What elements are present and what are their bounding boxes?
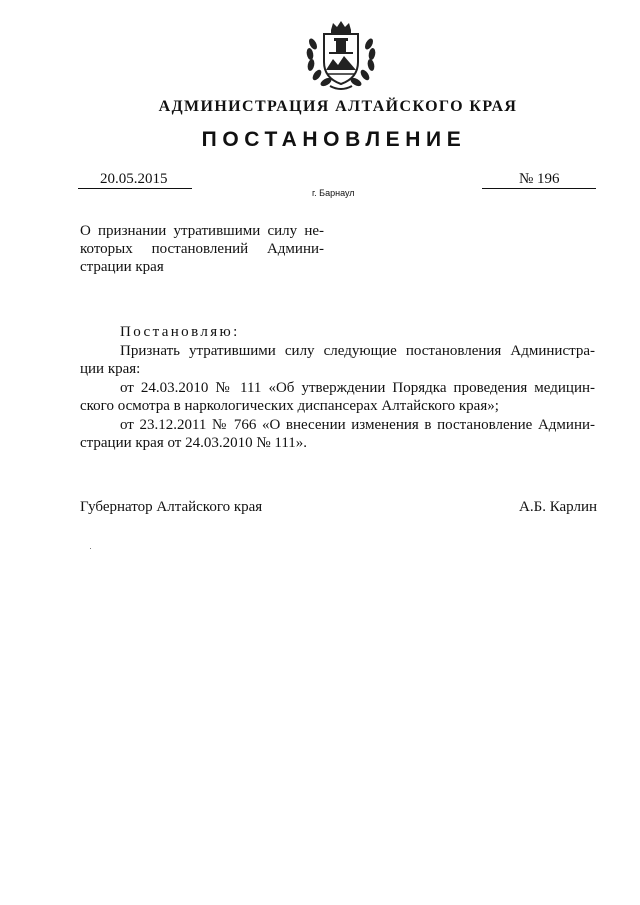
document-subject <box>80 222 324 276</box>
document-date: 20.05.2015 <box>100 171 168 187</box>
signer-name: А.Б. Карлин <box>519 499 598 515</box>
body-line: ского осмотра в наркологических диспансерах Алтайского края»; <box>80 398 499 414</box>
document-number: № 196 <box>519 171 560 187</box>
document-body <box>80 323 595 453</box>
number-underline <box>482 188 596 189</box>
body-line: от 23.12.2011 № 766 «О внесении изменения в постановление Админи- <box>120 416 595 433</box>
body-line: страции края от 24.03.2010 № 111». <box>80 435 308 451</box>
organization-title: АДМИНИСТРАЦИЯ АЛТАЙСКОГО КРАЯ <box>158 98 518 115</box>
scan-speck <box>90 548 91 549</box>
date-underline <box>78 188 192 189</box>
resolve-heading: Постановляю: <box>120 324 240 340</box>
subject-line: О признании утратившими силу не- <box>80 223 324 239</box>
subject-line: страции края <box>80 259 164 275</box>
body-line: Признать утратившими силу следующие постановления Администра- <box>120 342 595 359</box>
coat-of-arms-icon <box>300 18 382 94</box>
signer-title: Губернатор Алтайского края <box>80 499 263 515</box>
subject-line: которых постановлений Админи- <box>80 241 324 257</box>
document-city: г. Барнаул <box>312 188 355 198</box>
document-type-title: ПОСТАНОВЛЕНИЕ <box>201 128 467 151</box>
body-line: от 24.03.2010 № 111 «Об утверждении Порядка проведения медицин- <box>120 379 595 396</box>
body-line: ции края: <box>80 361 141 377</box>
